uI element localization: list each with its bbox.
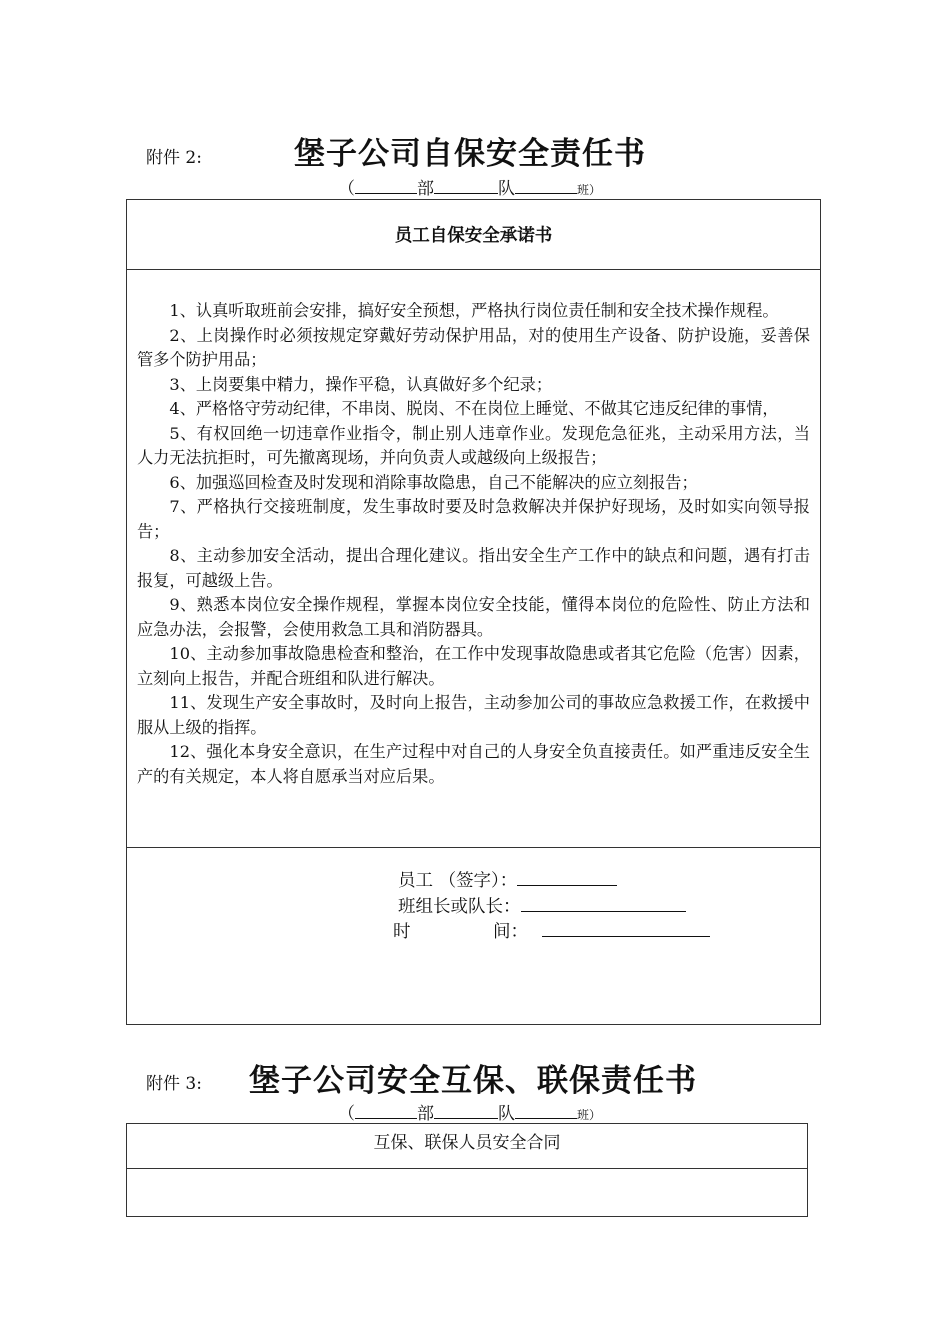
team-label: 队 (498, 179, 515, 199)
clause: 12、强化本身安全意识，在生产过程中对自己的人身安全负直接责任。如严重违反安全生产的有关规定，本人将自愿承当对应后果。 (137, 742, 810, 786)
employee-signature-row (398, 867, 617, 892)
leader-signature-row (398, 893, 686, 918)
divider (126, 1168, 808, 1169)
date-line[interactable] (542, 918, 710, 937)
blank-line (355, 1102, 417, 1119)
divider (126, 847, 821, 848)
document-title: 堡子公司自保安全责任书 (294, 136, 646, 172)
clause: 8、主动参加安全活动，提出合理化建议。指出安全生产工作中的缺点和问题，遇有打击报复，可越级上告。 (137, 546, 810, 590)
divider (126, 269, 821, 270)
leader-signature-label: 班组长或队长： (398, 897, 521, 917)
blank-line (515, 177, 577, 194)
signature-line[interactable] (517, 867, 617, 886)
section-heading: 互保、联保人员安全合同 (373, 1133, 561, 1153)
signature-line[interactable] (521, 893, 686, 912)
clause: 9、熟悉本岗位安全操作规程，掌握本岗位安全技能，懂得本岗位的危险性、防止方法和应急办法，会报警，会使用救急工具和消防器具。 (137, 595, 810, 639)
paren-open: （ (338, 1104, 355, 1124)
blank-line (355, 177, 417, 194)
date-label-part2: 间： (493, 922, 528, 942)
dept-label: 部 (417, 1104, 434, 1124)
department-fill-line (338, 174, 601, 199)
clause: 3、上岗要集中精力，操作平稳，认真做好多个纪录； (169, 374, 553, 394)
clause: 2、上岗操作时必须按规定穿戴好劳动保护用品，对的使用生产设备、防护设施，妥善保管多个防护用品； (137, 325, 810, 369)
date-row-part2 (493, 918, 710, 943)
date-row (393, 918, 411, 943)
employee-signature-label: 员工 （签字）： (398, 871, 518, 891)
clause: 1、认真听取班前会安排，搞好安全预想，严格执行岗位责任制和安全技术操作规程。 (169, 301, 779, 320)
team-label: 队 (498, 1104, 515, 1124)
clause: 5、有权回绝一切违章作业指令，制止别人违章作业。发现危急征兆，主动采用方法，当人力无法抗拒时，可先撤离现场，并向负责人或越级向上级报告； (137, 423, 810, 467)
dept-label: 部 (417, 179, 434, 199)
blank-line (434, 1102, 498, 1119)
clause: 10、主动参加事故隐患检查和整治，在工作中发现事故隐患或者其它危险（危害）因素，立刻向上报告，并配合班组和队进行解决。 (137, 644, 810, 688)
department-fill-line (338, 1099, 601, 1124)
group-label: 班） (577, 1108, 602, 1122)
clause: 7、严格执行交接班制度，发生事故时要及时急救解决并保护好现场，及时如实向领导报告； (137, 497, 810, 541)
blank-line (434, 177, 498, 194)
paren-open: （ (338, 179, 355, 199)
section-heading: 员工自保安全承诺书 (394, 226, 553, 246)
clause: 4、严格恪守劳动纪律，不串岗、脱岗、不在岗位上睡觉、不做其它违反纪律的事情， (169, 399, 779, 418)
attachment-label: 附件 3: (146, 1074, 202, 1094)
clause: 6、加强巡回检查及时发现和消除事故隐患，自己不能解决的应立刻报告； (169, 472, 698, 492)
document-title: 堡子公司安全互保、联保责任书 (249, 1063, 697, 1099)
pledge-clauses (137, 299, 810, 789)
clause: 11、发现生产安全事故时，及时向上报告，主动参加公司的事故应急救援工作，在救援中服从上级的指挥。 (137, 693, 810, 737)
group-label: 班） (577, 183, 602, 197)
date-label-part1: 时 (393, 922, 411, 942)
blank-line (515, 1102, 577, 1119)
attachment-label: 附件 2: (146, 148, 202, 168)
